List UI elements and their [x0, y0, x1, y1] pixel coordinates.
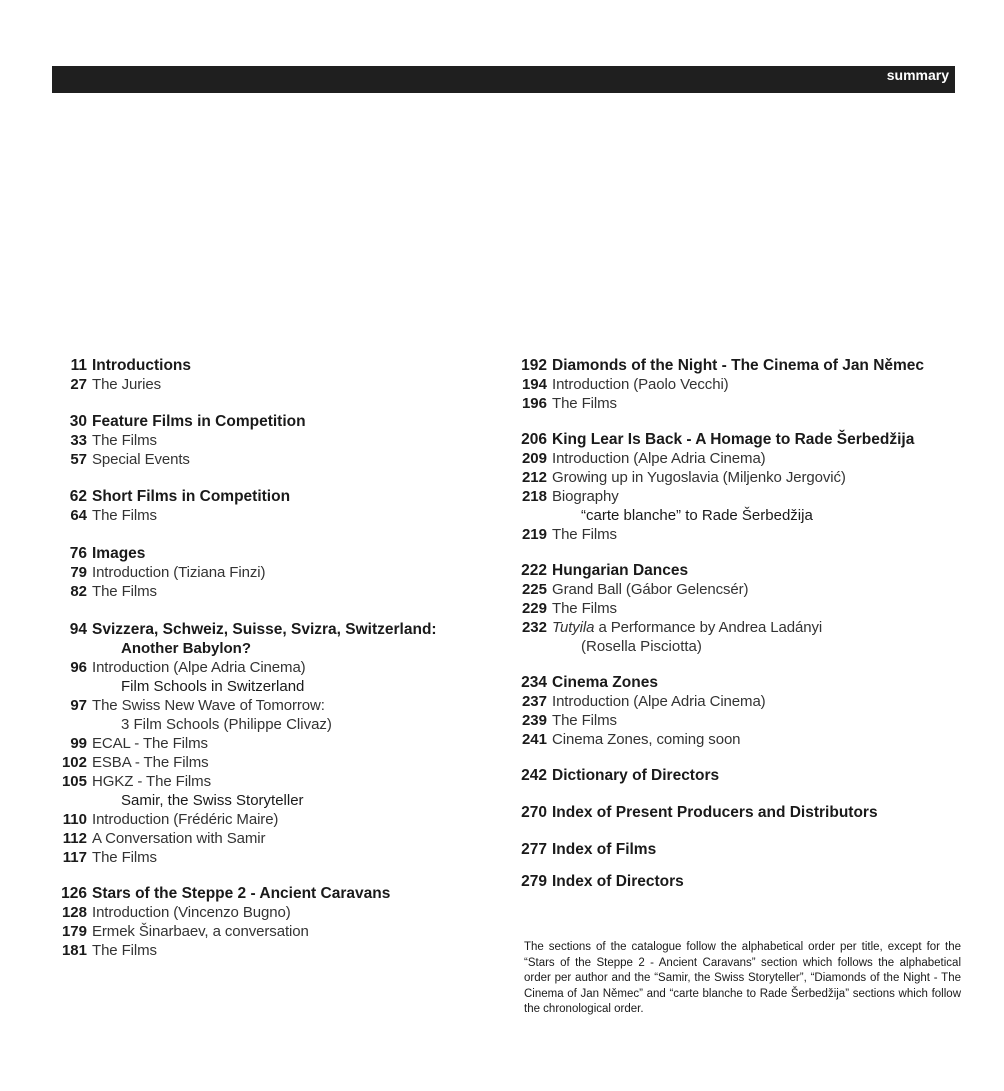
page-number: 242 [521, 767, 547, 784]
page-number: 222 [521, 562, 547, 579]
entry-title: Introductions [92, 357, 192, 374]
toc-entry [517, 730, 967, 749]
page-number: 82 [70, 583, 87, 600]
entry-title: Short Films in Competition [92, 488, 291, 505]
page-number: 194 [521, 376, 547, 393]
page-number: 76 [69, 545, 87, 562]
entry-title: Growing up in Yugoslavia (Miljenko Jergović) [552, 469, 846, 486]
toc-entry [58, 677, 478, 696]
page-number: 241 [521, 731, 547, 748]
toc-group [58, 884, 478, 960]
toc-group [517, 766, 967, 785]
entry-title: Introduction (Tiziana Finzi) [92, 564, 266, 581]
entry-title: Samir, the Swiss Storyteller [121, 792, 304, 809]
page-number: 27 [70, 376, 87, 393]
entry-title [547, 618, 822, 637]
entry-title: Introduction (Vincenzo Bugno) [92, 904, 291, 921]
entry-title: Ermek Šinarbaev, a conversation [92, 923, 309, 940]
page-number: 105 [61, 773, 87, 790]
entry-title: The Films [92, 942, 157, 959]
toc-entry [58, 658, 478, 677]
entry-title: Special Events [92, 451, 190, 468]
toc-entry [58, 506, 478, 525]
page-number: 212 [521, 469, 547, 486]
entry-title: Introduction (Frédéric Maire) [92, 811, 279, 828]
entry-title: Introduction (Paolo Vecchi) [552, 376, 729, 393]
header-bar [52, 66, 955, 93]
entry-title: Cinema Zones, coming soon [552, 731, 741, 748]
entry-title: Grand Ball (Gábor Gelencsér) [552, 581, 749, 598]
toc-entry [58, 582, 478, 601]
toc-entry [58, 922, 478, 941]
toc-entry [517, 394, 967, 413]
entry-title: The Juries [92, 376, 162, 393]
toc-entry [58, 791, 478, 810]
page-number: 179 [61, 923, 87, 940]
page-number: 97 [70, 697, 87, 714]
toc-group [517, 430, 967, 544]
entry-title-italic: Tutyila [552, 619, 595, 636]
entry-title: Cinema Zones [552, 674, 658, 691]
page-number: 128 [61, 904, 87, 921]
toc-entry [517, 449, 967, 468]
page-number: 237 [521, 693, 547, 710]
page-number: 270 [521, 804, 547, 821]
toc-entry [517, 525, 967, 544]
page-number: 79 [70, 564, 87, 581]
toc-entry [58, 848, 478, 867]
toc-group [517, 872, 967, 891]
toc-entry [517, 692, 967, 711]
toc-entry [58, 903, 478, 922]
toc-entry [58, 734, 478, 753]
toc-group [58, 356, 478, 394]
entry-title: The Films [92, 432, 157, 449]
entry-title: Introduction (Alpe Adria Cinema) [92, 659, 306, 676]
entry-title: The Films [92, 583, 157, 600]
toc-section-heading [517, 803, 967, 822]
entry-title: Diamonds of the Night - The Cinema of Jan Němec [552, 357, 925, 374]
entry-title-rest: a Performance by Andrea Ladányi [594, 619, 823, 636]
entry-title: The Films [92, 507, 157, 524]
entry-title: Index of Present Producers and Distributors [552, 804, 878, 821]
toc-section-heading [58, 544, 478, 563]
toc-entry [517, 599, 967, 618]
toc-section-heading [58, 487, 478, 506]
page-number: 181 [61, 942, 87, 959]
page-number: 232 [521, 619, 547, 636]
page-number: 57 [70, 451, 87, 468]
page-number: 126 [61, 885, 87, 902]
toc-entry [517, 580, 967, 599]
entry-title: The Films [92, 849, 157, 866]
entry-title: 3 Film Schools (Philippe Clivaz) [121, 716, 332, 733]
toc-entry [517, 711, 967, 730]
page-number: 102 [61, 754, 87, 771]
toc-entry [58, 829, 478, 848]
toc-group [517, 673, 967, 749]
toc-entry [58, 810, 478, 829]
toc-group [517, 840, 967, 859]
entry-title: Biography [552, 488, 619, 505]
entry-title: Hungarian Dances [552, 562, 689, 579]
toc-group [58, 412, 478, 469]
page-number: 62 [69, 488, 87, 505]
page-number: 33 [70, 432, 87, 449]
entry-title: Introduction (Alpe Adria Cinema) [552, 450, 766, 467]
entry-title: Images [92, 545, 146, 562]
toc-right-column [517, 356, 967, 910]
entry-title: King Lear Is Back - A Homage to Rade Šerbedžija [552, 431, 915, 448]
section-title: summary [886, 67, 949, 83]
toc-entry [58, 715, 478, 734]
entry-title: Dictionary of Directors [552, 767, 720, 784]
toc-entry [517, 375, 967, 394]
page-number: 30 [69, 413, 87, 430]
page-number: 11 [70, 357, 87, 374]
toc-entry [58, 563, 478, 582]
entry-title: ECAL - The Films [92, 735, 208, 752]
page-number: 239 [521, 712, 547, 729]
page-number: 112 [62, 830, 87, 847]
toc-section-heading [517, 430, 967, 449]
toc-entry [58, 431, 478, 450]
page-number: 96 [70, 659, 87, 676]
entry-title: The Films [552, 526, 617, 543]
toc-section-heading [58, 884, 478, 903]
toc-entry [517, 468, 967, 487]
toc-section-heading [58, 620, 478, 639]
entry-title: The Films [552, 712, 617, 729]
toc-entry [58, 753, 478, 772]
toc-entry [58, 696, 478, 715]
footnote: The sections of the catalogue follow the alphabetical order per title, except for the “Stars of the Steppe 2 - Ancient Caravans” section which follows the alphabetical order per author and the “Samir, the Swiss Storyteller”, “Diamonds of the Night - The Cinema of Jan Němec” and “carte blanche to Rade Šerbedžija” sections which follow the chronological order. [524, 941, 961, 1015]
entry-title: The Swiss New Wave of Tomorrow: [92, 697, 325, 714]
toc-section-heading [517, 766, 967, 785]
page-number: 206 [521, 431, 547, 448]
page-number: 219 [521, 526, 547, 543]
toc-entry [517, 618, 967, 637]
toc-entry [58, 639, 478, 658]
entry-title: The Films [552, 395, 617, 412]
toc-section-heading [58, 356, 478, 375]
page-number: 229 [521, 600, 547, 617]
page-number: 225 [521, 581, 547, 598]
page-number: 209 [521, 450, 547, 467]
entry-title: Introduction (Alpe Adria Cinema) [552, 693, 766, 710]
page-number: 94 [69, 621, 87, 638]
toc-entry [58, 375, 478, 394]
entry-title: Svizzera, Schweiz, Suisse, Svizra, Switzerland: [92, 621, 437, 638]
entry-title: “carte blanche” to Rade Šerbedžija [581, 507, 813, 524]
entry-title: The Films [552, 600, 617, 617]
toc-section-heading [58, 412, 478, 431]
entry-title: ESBA - The Films [92, 754, 209, 771]
page-number: 110 [62, 811, 87, 828]
entry-title: Index of Directors [552, 873, 684, 890]
toc-group [517, 356, 967, 413]
toc-section-heading [517, 840, 967, 859]
page-number: 192 [521, 357, 547, 374]
toc-entry [517, 637, 967, 656]
page-number: 279 [521, 873, 547, 890]
toc-group [58, 620, 478, 867]
toc-group [58, 487, 478, 525]
toc-entry [58, 772, 478, 791]
entry-title: HGKZ - The Films [92, 773, 211, 790]
page-number: 234 [521, 674, 547, 691]
toc-left-column [58, 356, 478, 979]
page-number: 64 [70, 507, 87, 524]
entry-title: Feature Films in Competition [92, 413, 306, 430]
page-number: 196 [521, 395, 547, 412]
page-number: 117 [62, 849, 87, 866]
entry-title: Another Babylon? [121, 640, 251, 657]
toc-section-heading [517, 673, 967, 692]
page-number: 218 [521, 488, 547, 505]
entry-title: Film Schools in Switzerland [121, 678, 305, 695]
page-number: 99 [70, 735, 87, 752]
toc-entry [58, 450, 478, 469]
toc-section-heading [517, 356, 967, 375]
entry-title: (Rosella Pisciotta) [581, 638, 702, 655]
page-number: 277 [521, 841, 547, 858]
toc-entry [58, 941, 478, 960]
toc-section-heading [517, 872, 967, 891]
toc-group [517, 803, 967, 822]
entry-title: A Conversation with Samir [92, 830, 266, 847]
toc-entry [517, 487, 967, 506]
toc-group [58, 544, 478, 601]
toc-section-heading [517, 561, 967, 580]
entry-title: Index of Films [552, 841, 657, 858]
toc-entry [517, 506, 967, 525]
entry-title: Stars of the Steppe 2 - Ancient Caravans [92, 885, 391, 902]
toc-group [517, 561, 967, 656]
